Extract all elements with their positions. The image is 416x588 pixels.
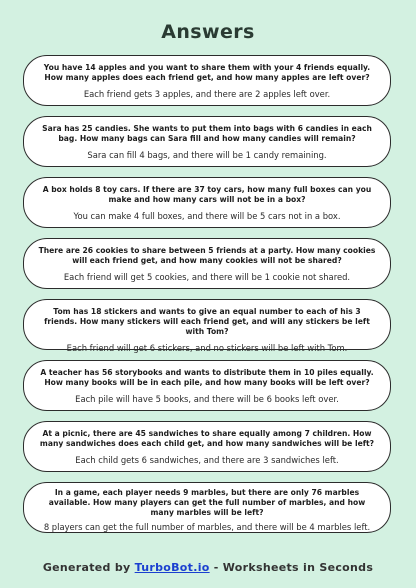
answer-card	[23, 421, 391, 472]
footer	[0, 561, 416, 574]
answer-list	[23, 55, 391, 543]
turbobot-link[interactable]: TurboBot.io	[134, 561, 210, 574]
answer-text: Sara can fill 4 bags, and there will be 1 candy remaining.	[87, 150, 327, 160]
question-text: At a picnic, there are 45 sandwiches to share equally among 7 children. How many sandwiches does each child get, and how many sandwiches will be left?	[39, 429, 375, 448]
question-text: There are 26 cookies to share between 5 friends at a party. How many cookies will each friend get, and how many cookies will not be shared?	[38, 246, 376, 265]
answer-text: Each friend gets 3 apples, and there are 2 apples left over.	[83, 89, 331, 99]
question-text: You have 14 apples and you want to share them with your 4 friends equally. How many apples does each friend get, and how many apples are left over?	[43, 63, 371, 82]
answer-text: Each friend will get 6 stickers, and no stickers will be left with Tom.	[66, 343, 348, 353]
footer-prefix: Generated by	[42, 561, 135, 574]
answer-text: Each friend will get 5 cookies, and there will be 1 cookie not shared.	[63, 272, 351, 282]
question-text: Tom has 18 stickers and wants to give an equal number to each of his 3 friends. How many stickers will each friend get, and will any stickers be left with Tom?	[44, 307, 370, 336]
answer-card	[23, 482, 391, 533]
answer-text: Each pile will have 5 books, and there will be 6 books left over.	[75, 394, 339, 404]
page-title: Answers	[161, 21, 255, 43]
answer-card	[23, 177, 391, 228]
question-text: Sara has 25 candies. She wants to put them into bags with 6 candies in each bag. How many bags can Sara fill and how many candies will remain?	[42, 124, 372, 143]
answer-card	[23, 55, 391, 106]
footer-suffix: - Worksheets in Seconds	[209, 561, 374, 574]
question-text: A teacher has 56 storybooks and wants to distribute them in 10 piles equally. How many books will be in each pile, and how many books will be left over?	[40, 368, 374, 387]
question-text: In a game, each player needs 9 marbles, but there are only 76 marbles available. How many players can get the full number of marbles, and how many marbles will be left?	[48, 488, 366, 517]
answer-text: You can make 4 full boxes, and there will be 5 cars not in a box.	[73, 211, 341, 221]
answer-card	[23, 238, 391, 289]
answer-card	[23, 360, 391, 411]
answer-text: Each child gets 6 sandwiches, and there are 3 sandwiches left.	[75, 455, 339, 465]
answer-text: 8 players can get the full number of marbles, and there will be 4 marbles left.	[43, 522, 371, 532]
answer-card	[23, 116, 391, 167]
question-text: A box holds 8 toy cars. If there are 37 toy cars, how many full boxes can you make and how many cars will not be in a box?	[42, 185, 372, 204]
answer-card	[23, 299, 391, 353]
